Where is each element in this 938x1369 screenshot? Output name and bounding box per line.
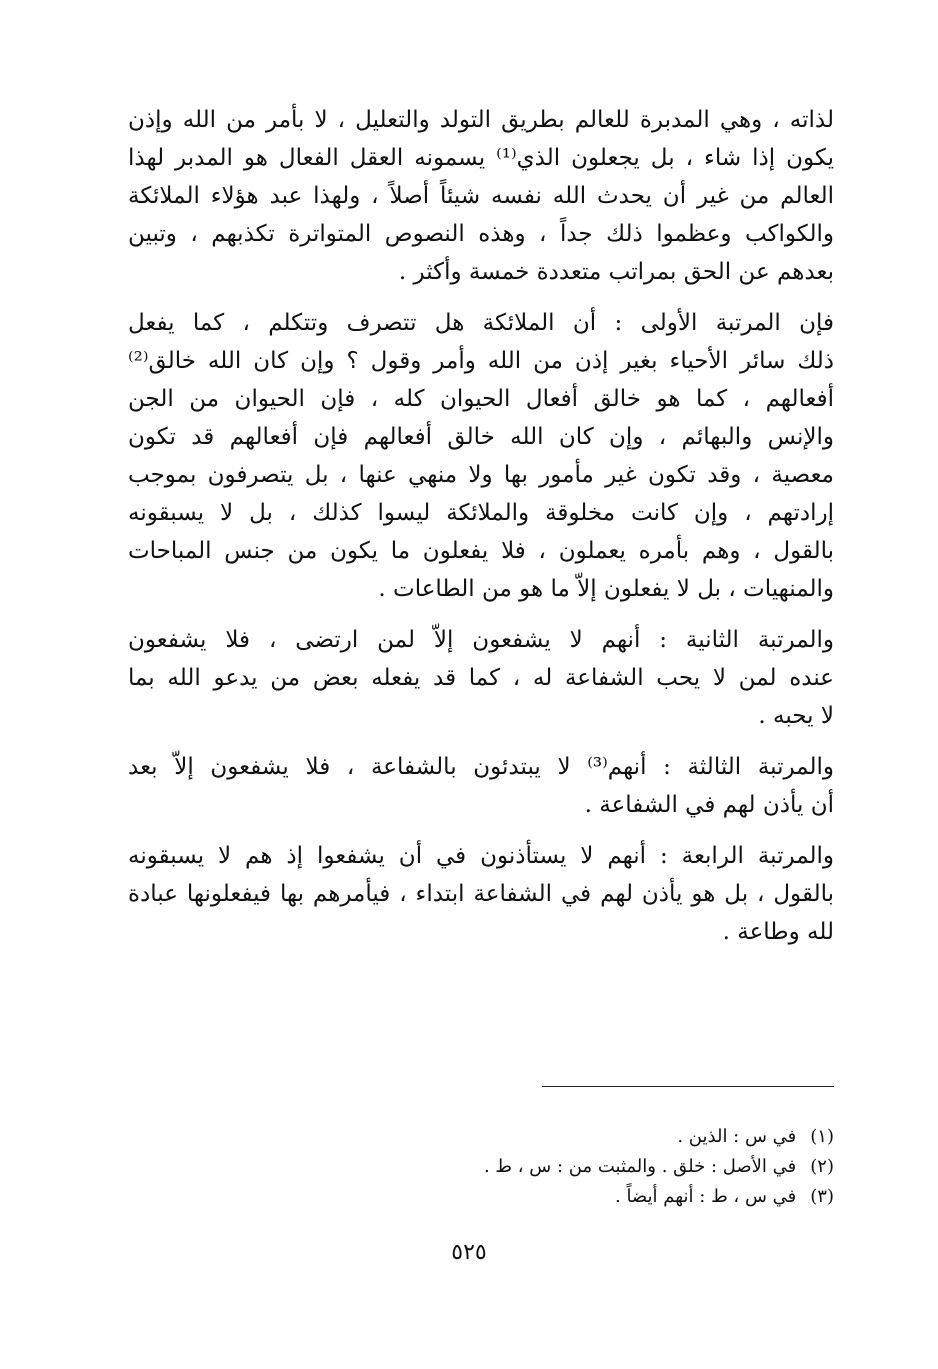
text-line: لا يحبه . xyxy=(758,703,834,729)
footnote-2 xyxy=(128,1152,834,1182)
footnote-divider xyxy=(542,1086,834,1087)
main-text xyxy=(128,101,834,964)
footnote-1 xyxy=(128,1122,834,1152)
footnote-number: (١) xyxy=(810,1126,834,1147)
footnotes xyxy=(128,1122,834,1212)
footnote-text: في الأصل : خلق . والمثبت من : س ، ط . xyxy=(483,1156,797,1177)
paragraph-4 xyxy=(128,748,834,824)
text-line: والمنهيات ، بل لا يفعلون إلاّ ما هو من الطاعات . xyxy=(378,576,834,602)
text-line: أن يأذن لهم في الشفاعة . xyxy=(584,792,834,818)
footnote-text: في س ، ط : أنهم أيضاً . xyxy=(615,1186,797,1207)
text-line: ذلك سائر الأحياء بغير إذن من الله وأمر وقول ؟ وإن كان الله خالق⁽²⁾ xyxy=(128,348,834,374)
footnote-number: (٢) xyxy=(810,1156,834,1177)
paragraph-5 xyxy=(128,837,834,951)
text-line: والإنس والبهائم ، وإن كان الله خالق أفعالهم فإن أفعالهم قد تكون xyxy=(128,424,834,450)
text-line: بالقول ، وهم بأمره يعملون ، فلا يفعلون ما يكون من جنس المباحات xyxy=(128,538,834,564)
footnote-3 xyxy=(128,1182,834,1212)
text-line: والمرتبة الرابعة : أنهم لا يستأذنون في أن يشفعوا إذ هم لا يسبقونه xyxy=(128,843,834,869)
paragraph-1 xyxy=(128,101,834,291)
text-line: العالم من غير أن يحدث الله نفسه شيئاً أصلاً ، ولهذا عبد هؤلاء الملائكة xyxy=(128,183,834,209)
text-line: بالقول ، بل هو يأذن لهم في الشفاعة ابتداء ، فيأمرهم بها فيفعلونها عبادة xyxy=(128,881,834,907)
text-line: يكون إذا شاء ، بل يجعلون الذي⁽¹⁾ يسمونه العقل الفعال هو المدبر لهذا xyxy=(128,145,834,171)
footnote-text: في س : الذين . xyxy=(677,1126,797,1147)
text-line: فإن المرتبة الأولى : أن الملائكة هل تتصرف وتتكلم ، كما يفعل xyxy=(128,310,834,336)
text-line: عنده لمن لا يحب الشفاعة له ، كما قد يفعله بعض من يدعو الله بما xyxy=(128,665,834,691)
text-line: أفعالهم ، كما هو خالق أفعال الحيوان كله ، فإن الحيوان من الجن xyxy=(128,386,834,412)
text-line: والمرتبة الثالثة : أنهم⁽³⁾ لا يبتدئون بالشفاعة ، فلا يشفعون إلاّ بعد xyxy=(128,754,834,780)
text-line: لذاته ، وهي المدبرة للعالم بطريق التولد والتعليل ، لا بأمر من الله وإذن xyxy=(128,107,834,133)
text-line: إرادتهم ، وإن كانت مخلوقة والملائكة ليسوا كذلك ، بل لا يسبقونه xyxy=(128,500,834,526)
paragraph-2 xyxy=(128,304,834,608)
text-line: والكواكب وعظموا ذلك جداً ، وهذه النصوص المتواترة تكذبهم ، وتبين xyxy=(128,221,834,247)
text-line: بعدهم عن الحق بمراتب متعددة خمسة وأكثر . xyxy=(398,259,834,285)
text-line: لله وطاعة . xyxy=(722,919,834,945)
page-number: ٥٢٥ xyxy=(451,1240,487,1265)
text-line: معصية ، وقد تكون غير مأمور بها ولا منهي عنها ، بل يتصرفون بموجب xyxy=(128,462,834,488)
text-line: والمرتبة الثانية : أنهم لا يشفعون إلاّ لمن ارتضى ، فلا يشفعون xyxy=(128,627,834,653)
paragraph-3 xyxy=(128,621,834,735)
footnote-number: (٣) xyxy=(810,1186,834,1207)
